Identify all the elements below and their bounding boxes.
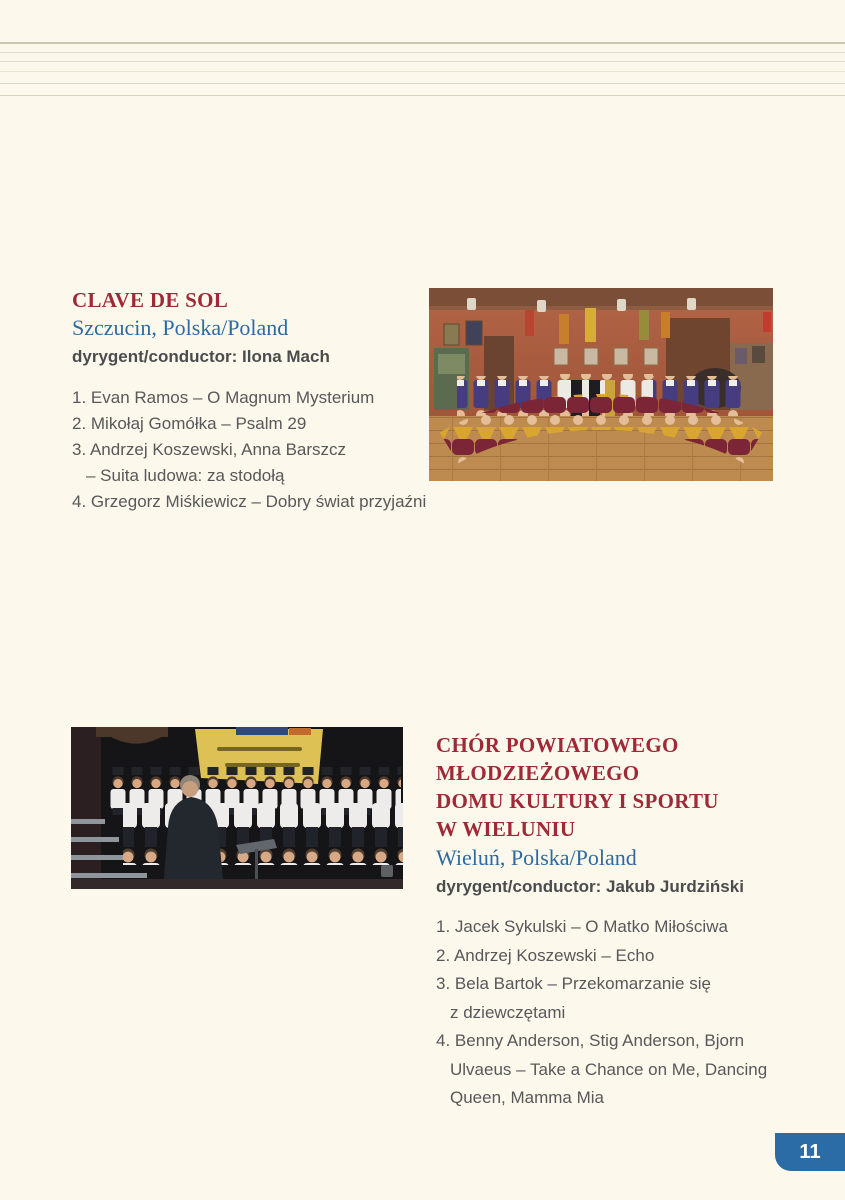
repertoire-list	[436, 913, 826, 1113]
choir-name: W WIELUNIU	[436, 817, 576, 841]
page-number-badge: 11	[775, 1133, 845, 1171]
repertoire-line: 2. Andrzej Koszewski – Echo	[436, 945, 655, 965]
repertoire-line: 1. Jacek Sykulski – O Matko Miłościwa	[436, 917, 728, 936]
choir-location: Wieluń, Polska/Poland	[436, 845, 637, 870]
choir-name: CHÓR POWIATOWEGO	[436, 733, 679, 757]
repertoire-line-continuation: Queen, Mamma Mia	[450, 1088, 604, 1107]
repertoire-line: 3. Andrzej Koszewski, Anna Barszcz	[72, 440, 347, 459]
repertoire-line: 3. Bela Bartok – Przekomarzanie się	[436, 974, 711, 993]
repertoire-line: 4. Benny Anderson, Stig Anderson, Bjorn	[436, 1031, 745, 1050]
choir-photo-folk-costumes	[429, 288, 773, 481]
choir-location: Szczucin, Polska/Poland	[72, 315, 289, 340]
repertoire-list	[72, 385, 442, 515]
repertoire-line: 2. Mikołaj Gomółka – Psalm 29	[72, 414, 307, 433]
choir-name: MŁODZIEŻOWEGO	[436, 761, 640, 785]
choir-name: DOMU KULTURY I SPORTU	[436, 789, 719, 813]
staff-line-decoration	[0, 42, 845, 44]
conductor-line: dyrygent/conductor: Jakub Jurdziński	[436, 877, 744, 896]
choir-photo-stage	[71, 727, 403, 889]
repertoire-line-continuation: Ulvaeus – Take a Chance on Me, Dancing	[450, 1059, 768, 1079]
staff-line-decoration	[0, 61, 845, 62]
choir-name: CLAVE DE SOL	[72, 288, 229, 312]
repertoire-line-continuation: – Suita ludowa: za stodołą	[86, 466, 285, 485]
staff-line-decoration	[0, 71, 845, 72]
repertoire-line: 4. Grzegorz Miśkiewicz – Dobry świat przyjaźni	[72, 492, 427, 511]
repertoire-line-continuation: z dziewczętami	[450, 1002, 566, 1022]
conductor-line: dyrygent/conductor: Ilona Mach	[72, 347, 330, 366]
staff-line-decoration	[0, 83, 845, 84]
staff-line-decoration	[0, 95, 845, 96]
repertoire-line: 1. Evan Ramos – O Magnum Mysterium	[72, 388, 375, 407]
staff-line-decoration	[0, 52, 845, 53]
